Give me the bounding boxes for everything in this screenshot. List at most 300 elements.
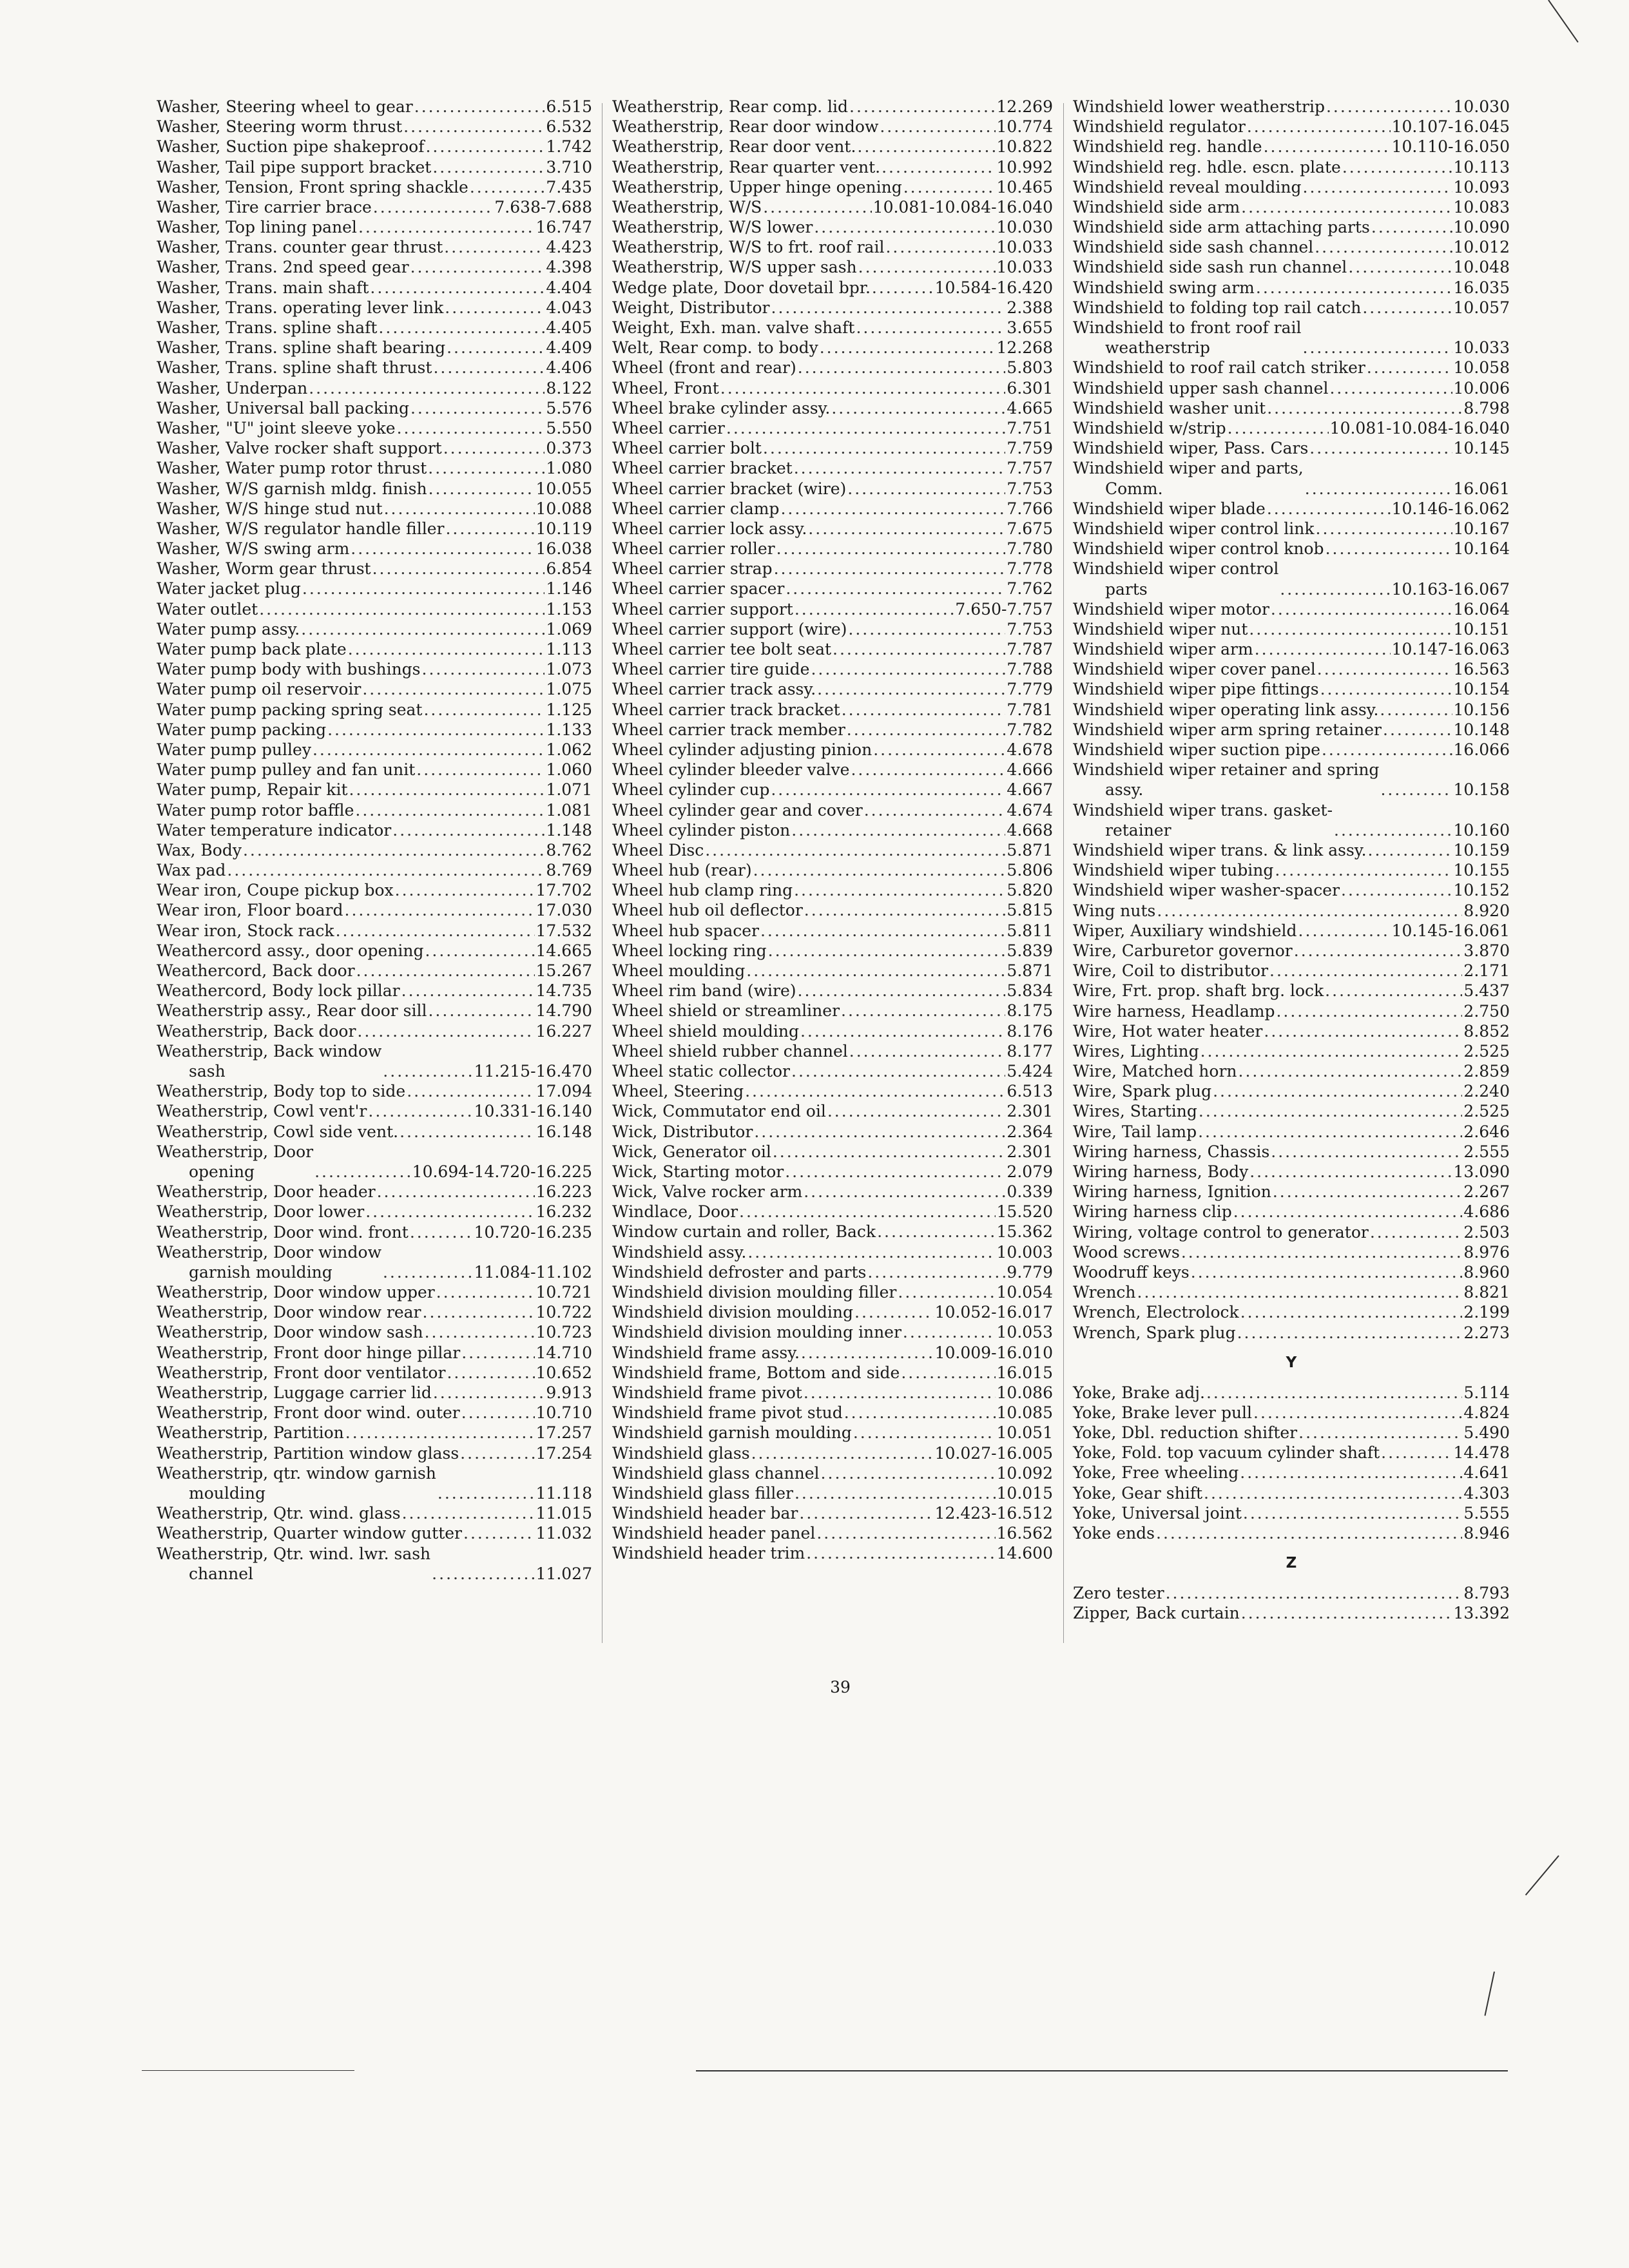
index-entry: [612, 1443, 1053, 1463]
entry-name: Wax, Body: [157, 840, 242, 860]
index-entry: [157, 700, 592, 720]
entry-name: Windshield division moulding: [612, 1303, 854, 1322]
entry-name: Wire, Carburetor governor: [1073, 941, 1293, 960]
index-entry: [612, 539, 1053, 559]
entry-page-ref: 10.159: [1453, 841, 1510, 860]
dot-leader: [445, 338, 545, 358]
index-entry: [1073, 639, 1510, 659]
entry-page-ref: 2.388: [1007, 298, 1053, 317]
entry-page-ref: 10.822: [996, 137, 1053, 157]
dot-leader: [852, 1423, 996, 1443]
index-entry: [1073, 1081, 1510, 1101]
entry-name: Wheel carrier track assy.: [612, 680, 816, 699]
dot-leader: [1304, 479, 1452, 499]
entry-page-ref: 7.788: [1007, 660, 1053, 679]
index-entry: [1073, 358, 1510, 378]
entry-name: Wheel rim band (wire): [612, 981, 796, 1001]
entry-page-ref: 7.638-7.688: [494, 197, 592, 216]
index-entry: [157, 398, 592, 418]
entry-page-ref: 8.175: [1007, 1001, 1053, 1021]
dot-leader: [1324, 539, 1452, 559]
dot-leader: [809, 659, 1005, 679]
dot-leader: [462, 1523, 535, 1543]
index-entry: [612, 921, 1053, 941]
index-entry: [612, 981, 1053, 1001]
entry-name: Wheel carrier support: [612, 599, 793, 619]
entry-page-ref: 10.083: [1453, 197, 1510, 216]
index-entry: [1073, 1162, 1510, 1182]
dot-leader: [846, 479, 1005, 499]
index-entry: [612, 1222, 1053, 1242]
entry-name: Weatherstrip, Rear quarter vent.: [612, 157, 881, 177]
entry-page-ref: 16.232: [535, 1202, 592, 1222]
entry-page-ref: 16.035: [1453, 278, 1510, 297]
entry-name: Weatherstrip, Door: [157, 1142, 314, 1161]
index-entry: [1073, 197, 1510, 217]
entry-page-ref: 10.009-16.010: [934, 1343, 1053, 1362]
entry-page-ref: 10.164: [1453, 539, 1510, 559]
entry-name: Windshield wiper suction pipe: [1073, 740, 1320, 760]
entry-page-ref: 5.437: [1463, 981, 1510, 1001]
index-entry: [1073, 880, 1510, 900]
index-entry: [157, 921, 592, 941]
index-entry: [612, 1242, 1053, 1262]
entry-name: Wire, Tail lamp: [1073, 1122, 1197, 1141]
entry-page-ref: 10.052-16.017: [934, 1303, 1053, 1322]
entry-page-ref: 12.268: [996, 338, 1053, 358]
entry-page-ref: 14.665: [535, 941, 592, 960]
dot-leader: [468, 177, 545, 197]
dot-leader: [1202, 1483, 1462, 1503]
entry-name: Water pump assy.: [157, 619, 300, 639]
entry-page-ref: 15.520: [996, 1202, 1053, 1222]
entry-page-ref: 8.769: [546, 861, 592, 880]
dot-leader: [1273, 860, 1452, 880]
dot-leader: [1369, 1222, 1463, 1242]
index-entry: [1073, 800, 1510, 840]
dot-leader: [1269, 599, 1452, 619]
entry-name: Wire, Spark plug: [1073, 1082, 1212, 1101]
entry-page-ref: 3.870: [1463, 941, 1510, 960]
entry-name: Washer, Tension, Front spring shackle: [157, 177, 468, 197]
entry-name: Weatherstrip, Qtr. wind. lwr. sash: [157, 1544, 431, 1563]
index-entry: [1073, 398, 1510, 418]
entry-name: Wiper, Auxiliary windshield: [1073, 921, 1297, 940]
entry-page-ref: 7.751: [1007, 418, 1053, 437]
dot-leader: [1278, 579, 1390, 599]
dot-leader: [779, 499, 1005, 519]
entry-page-ref: 10.086: [996, 1383, 1053, 1402]
entry-page-ref: 10.652: [535, 1363, 592, 1382]
index-entry: [1073, 378, 1510, 398]
index-entry: [157, 901, 592, 921]
dot-leader: [402, 117, 545, 137]
index-entry: [612, 499, 1053, 519]
index-entry: [1073, 1242, 1510, 1262]
dot-leader: [1380, 1443, 1452, 1463]
entry-page-ref: 7.781: [1007, 700, 1053, 719]
dot-leader: [258, 599, 545, 619]
dot-leader: [396, 418, 545, 438]
entry-page-ref: 10.054: [996, 1283, 1053, 1302]
entry-page-ref: 1.081: [546, 800, 592, 820]
index-entry: [1073, 258, 1510, 278]
entry-name: Windshield assy.: [612, 1242, 747, 1262]
entry-page-ref: 16.562: [996, 1524, 1053, 1543]
entry-name: Wiring, voltage control to generator: [1073, 1222, 1369, 1242]
dot-leader: [815, 1523, 995, 1543]
entry-name: Washer, Trans. counter gear thrust: [157, 238, 443, 257]
index-entry: [612, 338, 1053, 358]
index-entry: [1073, 1383, 1510, 1403]
entry-name: Washer, Trans. spline shaft thrust: [157, 358, 432, 378]
dot-leader: [896, 1282, 995, 1302]
entry-page-ref: 14.478: [1453, 1443, 1510, 1463]
entry-name: Wick, Starting motor: [612, 1162, 784, 1181]
entry-page-ref: 5.576: [546, 398, 592, 418]
entry-name: Washer, Steering wheel to gear: [157, 97, 413, 116]
index-entry: [612, 1523, 1053, 1543]
entry-name: Windshield wiper nut: [1073, 619, 1248, 639]
entry-page-ref: 10.160: [1453, 820, 1510, 840]
entry-page-ref: 10.145: [1453, 439, 1510, 458]
index-entry: [157, 800, 592, 820]
entry-page-ref: 13.090: [1453, 1162, 1510, 1181]
index-entry: [1073, 760, 1510, 800]
dot-leader: [1379, 780, 1452, 800]
entry-name: Water pump packing: [157, 720, 327, 739]
entry-page-ref: 7.753: [1007, 479, 1053, 498]
index-entry: [1073, 539, 1510, 559]
entry-page-ref: 2.301: [1007, 1142, 1053, 1161]
index-entry: [612, 318, 1053, 338]
index-entry: [157, 298, 592, 318]
dot-leader: [369, 278, 545, 298]
dot-leader: [1308, 438, 1452, 458]
dot-leader: [377, 318, 545, 338]
index-entry: [612, 780, 1053, 800]
index-entry: [612, 217, 1053, 237]
dot-leader: [427, 1001, 534, 1021]
index-entry: [1073, 740, 1510, 760]
entry-name: Water pump pulley and fan unit: [157, 760, 416, 780]
section-letter: Y: [1286, 1354, 1297, 1371]
entry-page-ref: 15.267: [535, 961, 592, 981]
dot-leader: [326, 720, 545, 740]
entry-name: Washer, Top lining panel: [157, 218, 357, 237]
dot-leader: [802, 1383, 996, 1403]
index-entry: [157, 117, 592, 137]
entry-page-ref: 6.532: [546, 117, 592, 137]
index-entry: [1073, 1403, 1510, 1423]
entry-page-ref: 6.854: [546, 559, 592, 579]
entry-name: Wear iron, Stock rack: [157, 921, 334, 940]
entry-page-ref: 8.852: [1463, 1021, 1510, 1041]
dot-leader: [1226, 418, 1329, 438]
index-entry: [1073, 1463, 1510, 1483]
entry-name: Weathercord, Body lock pillar: [157, 981, 400, 1001]
entry-name: Washer, Water pump rotor thrust: [157, 459, 427, 478]
index-entry: [612, 901, 1053, 921]
entry-page-ref: 5.871: [1007, 840, 1053, 860]
index-entry: [157, 1182, 592, 1202]
index-entry: [1073, 499, 1510, 519]
entry-page-ref: 5.114: [1463, 1383, 1510, 1402]
dot-leader: [884, 237, 995, 257]
entry-name: Water pump body with bushings: [157, 660, 421, 679]
entry-page-ref: 7.753: [1007, 619, 1053, 639]
dot-leader: [793, 599, 954, 619]
entry-name: Wiring harness clip: [1073, 1202, 1232, 1222]
scan-edge-line: [696, 2070, 1508, 2071]
entry-name: Washer, Trans. main shaft: [157, 278, 369, 297]
entry-page-ref: 16.563: [1453, 660, 1510, 679]
entry-name: Wheel carrier lock assy.: [612, 519, 807, 538]
entry-page-ref: 10.107-16.045: [1391, 117, 1510, 137]
section-letter: Z: [1286, 1555, 1297, 1572]
entry-page-ref: 1.080: [546, 459, 592, 478]
entry-page-ref: 11.032: [535, 1524, 592, 1543]
dot-leader: [1262, 137, 1391, 157]
entry-page-ref: 2.240: [1463, 1082, 1510, 1101]
entry-name: Weatherstrip, Door header: [157, 1182, 376, 1202]
entry-name: Yoke, Brake lever pull: [1073, 1403, 1253, 1422]
entry-name: Wheel carrier bracket: [612, 459, 793, 478]
entry-page-ref: 4.423: [546, 238, 592, 257]
entry-page-ref: 2.364: [1007, 1122, 1053, 1141]
index-entry: [612, 1081, 1053, 1101]
dot-leader: [421, 659, 545, 679]
index-entry: [612, 1423, 1053, 1443]
dot-leader: [1320, 740, 1452, 760]
dot-leader: [421, 1302, 535, 1322]
index-entry: [612, 398, 1053, 418]
dot-leader: [1324, 981, 1462, 1001]
dot-leader: [431, 157, 545, 177]
dot-leader: [400, 981, 535, 1001]
entry-page-ref: 6.513: [1007, 1082, 1053, 1101]
entry-page-ref: 15.362: [996, 1222, 1053, 1242]
entry-name: Weatherstrip, Upper hinge opening: [612, 177, 902, 197]
entry-page-ref: 10.092: [996, 1463, 1053, 1483]
entry-name: Weatherstrip, Qtr. wind. glass: [157, 1504, 401, 1523]
entry-page-ref: 1.113: [546, 640, 592, 659]
entry-page-ref: 7.759: [1007, 439, 1053, 458]
index-entry: [157, 1503, 592, 1523]
index-entry: [612, 237, 1053, 257]
dot-leader: [371, 559, 545, 579]
entry-name: Weatherstrip, Cowl vent'r: [157, 1102, 367, 1121]
entry-name-continuation: opening: [189, 1162, 255, 1181]
dot-leader: [442, 438, 545, 458]
dot-leader: [460, 1343, 534, 1363]
entry-name: Windshield wiper washer-spacer: [1073, 881, 1340, 900]
dot-leader: [820, 1463, 996, 1483]
entry-name: Water pump pulley: [157, 740, 311, 759]
entry-page-ref: 1.125: [546, 700, 592, 719]
dot-leader: [831, 639, 1005, 659]
index-entry: [157, 1021, 592, 1041]
dot-leader: [300, 619, 545, 639]
entry-name: Weatherstrip, Door window: [157, 1242, 381, 1262]
dot-leader: [871, 278, 934, 298]
index-entry: [157, 197, 592, 217]
index-entry: [1073, 438, 1510, 458]
entry-name: Wheel, Front: [612, 378, 719, 398]
entry-name: Washer, Tail pipe support bracket: [157, 157, 432, 177]
dot-leader: [381, 1061, 472, 1081]
entry-name: Wires, Lighting: [1073, 1041, 1199, 1061]
dot-leader: [364, 1202, 534, 1222]
entry-name: Wick, Generator oil: [612, 1142, 771, 1161]
dot-leader: [1232, 1202, 1463, 1222]
entry-page-ref: 16.064: [1453, 599, 1510, 619]
index-entry: [1073, 1282, 1510, 1302]
index-entry: [1073, 237, 1510, 257]
index-entry: [1073, 1122, 1510, 1142]
index-entry: [612, 97, 1053, 117]
entry-name: Wing nuts: [1073, 901, 1156, 920]
dot-leader: [226, 860, 545, 880]
dot-leader: [1211, 1081, 1462, 1101]
entry-page-ref: 10.033: [996, 258, 1053, 277]
dot-leader: [1197, 1101, 1463, 1121]
entry-name: Windshield header bar: [612, 1504, 798, 1523]
entry-page-ref: 10.051: [996, 1423, 1053, 1443]
entry-page-ref: 16.148: [535, 1122, 592, 1141]
entry-page-ref: 10.722: [535, 1303, 592, 1322]
entry-name: Wheel carrier bracket (wire): [612, 479, 847, 498]
index-entry: [612, 860, 1053, 880]
entry-page-ref: 10.155: [1453, 861, 1510, 880]
entry-name: Washer, Suction pipe shakeproof: [157, 137, 425, 157]
dot-leader: [423, 1322, 535, 1342]
entry-name: Washer, Trans. spline shaft bearing: [157, 338, 446, 358]
entry-name: Windshield defroster and parts: [612, 1262, 867, 1282]
entry-name: Windshield reg. hdle. escn. plate: [1073, 157, 1341, 177]
index-entry: [157, 860, 592, 880]
dot-leader: [307, 378, 545, 398]
index-entry: [1073, 1182, 1510, 1202]
entry-page-ref: 13.392: [1453, 1604, 1510, 1623]
index-entry: [1073, 860, 1510, 880]
dot-leader: [422, 700, 545, 720]
index-entry: [612, 1282, 1053, 1302]
entry-name: Wire, Hot water heater: [1073, 1021, 1263, 1041]
index-entry: [612, 639, 1053, 659]
index-entry: [1073, 659, 1510, 679]
page-number: 39: [830, 1678, 851, 1696]
entry-page-ref: 1.071: [546, 780, 592, 800]
entry-name: Wheel hub (rear): [612, 861, 752, 880]
dot-leader: [799, 1021, 1005, 1041]
entry-name: Windshield frame, Bottom and side: [612, 1363, 900, 1382]
entry-name: Windshield wiper retainer and spring: [1073, 760, 1380, 780]
entry-page-ref: 4.641: [1463, 1463, 1510, 1483]
entry-name: Windshield wiper and parts,: [1073, 459, 1304, 478]
entry-name: Wheel shield rubber channel: [612, 1041, 848, 1061]
entry-page-ref: 2.525: [1463, 1041, 1510, 1061]
dot-leader: [1268, 961, 1462, 981]
entry-name: Weatherstrip, Front door wind. outer: [157, 1403, 460, 1423]
entry-page-ref: 7.778: [1007, 559, 1053, 579]
dot-leader: [800, 1343, 934, 1363]
dot-leader: [460, 1403, 535, 1423]
entry-page-ref: 14.600: [996, 1544, 1053, 1563]
dot-leader: [847, 619, 1005, 639]
dot-leader: [424, 137, 545, 157]
dot-leader: [355, 961, 535, 981]
entry-name: Windshield wiper pipe fittings: [1073, 680, 1319, 699]
entry-name: Windshield reveal moulding: [1073, 177, 1302, 197]
dot-leader: [901, 1322, 996, 1342]
index-entry: [1073, 1142, 1510, 1162]
index-entry: [612, 1383, 1053, 1403]
entry-page-ref: 10.081-10.084-16.040: [1329, 419, 1510, 437]
index-entry: [157, 97, 592, 117]
entry-name-continuation: weatherstrip: [1105, 338, 1210, 358]
entry-page-ref: 4.409: [546, 338, 592, 358]
dot-leader: [443, 298, 545, 318]
entry-page-ref: 10.694-14.720-16.225: [412, 1162, 592, 1181]
entry-name: Wheel hub oil deflector: [612, 901, 803, 920]
entry-name: Wheel carrier track bracket: [612, 700, 840, 719]
dot-leader: [857, 257, 996, 277]
entry-page-ref: 11.027: [535, 1564, 592, 1583]
index-entry: [1073, 117, 1510, 137]
dot-leader: [840, 1001, 1005, 1021]
entry-page-ref: 16.227: [535, 1021, 592, 1041]
entry-name: Weatherstrip, Rear door window: [612, 117, 879, 137]
entry-name: Wheel locking ring: [612, 941, 767, 960]
index-entry: [157, 720, 592, 740]
index-entry: [1073, 619, 1510, 639]
entry-page-ref: 8.960: [1463, 1262, 1510, 1282]
entry-name: Weatherstrip, qtr. window garnish: [157, 1463, 436, 1483]
index-entry: [157, 659, 592, 679]
entry-name: Wiring harness, Ignition: [1073, 1182, 1271, 1202]
entry-name: Windshield wiper operating link assy.: [1073, 700, 1379, 719]
entry-page-ref: 1.153: [546, 599, 592, 619]
entry-name: Windshield glass channel: [612, 1463, 820, 1483]
dot-leader: [807, 519, 1005, 539]
entry-page-ref: 7.787: [1007, 640, 1053, 659]
dot-leader: [866, 1262, 1005, 1282]
entry-name: Weatherstrip, Door lower: [157, 1202, 365, 1222]
entry-page-ref: 1.742: [546, 137, 592, 157]
entry-page-ref: 17.702: [535, 881, 592, 900]
index-entry: [157, 780, 592, 800]
index-entry: [612, 679, 1053, 699]
index-entry: [157, 559, 592, 579]
entry-name: Wheel hub spacer: [612, 921, 759, 940]
entry-page-ref: 10.158: [1453, 780, 1510, 800]
entry-page-ref: 4.668: [1007, 820, 1053, 840]
entry-page-ref: 10.012: [1453, 238, 1510, 257]
dot-leader: [344, 1423, 535, 1443]
entry-name: Windshield regulator: [1073, 117, 1246, 137]
dot-leader: [1199, 1041, 1463, 1061]
dot-leader: [349, 539, 534, 559]
dot-leader: [1136, 1282, 1463, 1302]
entry-name: Wheel shield or streamliner: [612, 1001, 840, 1021]
entry-page-ref: 4.678: [1007, 740, 1053, 759]
entry-name: Wheel cylinder adjusting pinion: [612, 740, 872, 759]
entry-page-ref: 10.992: [996, 157, 1053, 177]
entry-name: Windshield to roof rail catch striker: [1073, 358, 1365, 378]
entry-page-ref: 10.081-10.084-16.040: [872, 197, 1053, 216]
dot-leader: [793, 880, 1005, 900]
